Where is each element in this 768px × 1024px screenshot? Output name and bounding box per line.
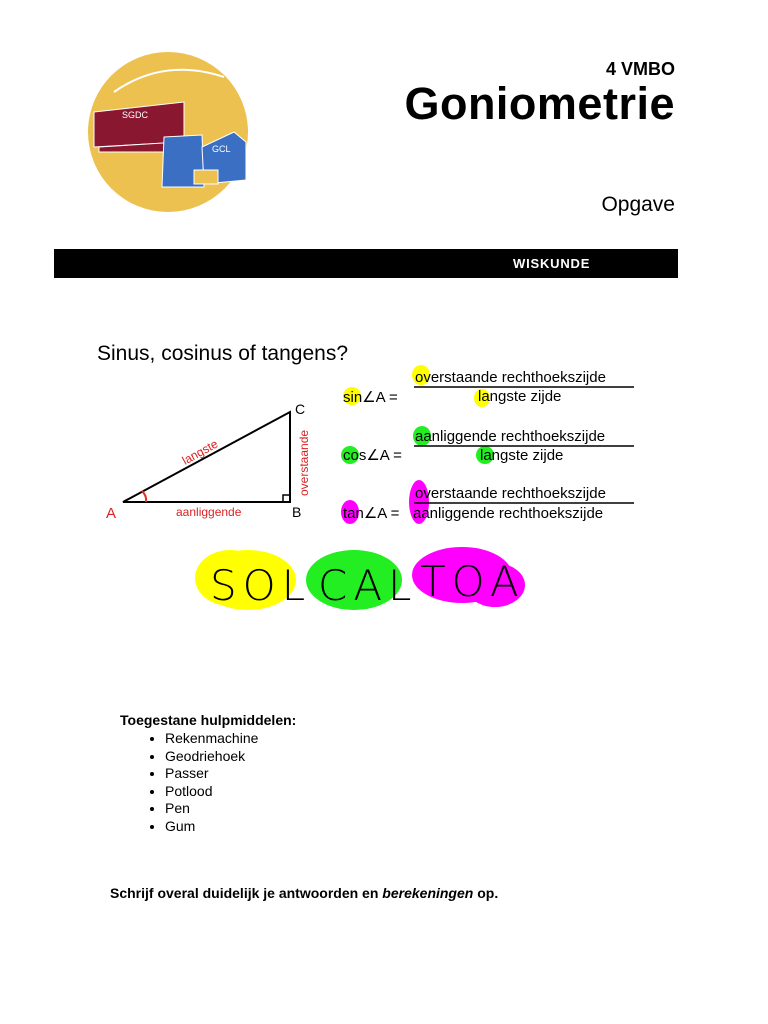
mnemonic-cal: CAL xyxy=(318,561,418,610)
formula-denominator: aanliggende rechthoekszijde xyxy=(413,505,604,522)
formula-lhs: cos∠A = xyxy=(343,447,402,464)
list-item: • Geodriehoek xyxy=(165,748,296,766)
list-item: • Passer xyxy=(165,765,296,783)
aids-list xyxy=(120,730,296,836)
page-title: Goniometrie xyxy=(404,78,675,129)
mnemonic-toa: TOA xyxy=(420,557,525,606)
page-subtitle: Opgave xyxy=(601,193,675,216)
allowed-aids xyxy=(120,712,296,836)
subject-bar xyxy=(54,249,678,278)
vertex-b: B xyxy=(292,504,302,520)
angle-arc xyxy=(142,491,146,502)
list-item: • Rekenmachine xyxy=(165,730,296,748)
vertex-a: A xyxy=(106,505,117,522)
right-triangle xyxy=(123,412,290,502)
mnemonic-sol: SOL xyxy=(210,561,312,610)
vertex-c: C xyxy=(295,401,306,417)
formula-numerator: overstaande rechthoekszijde xyxy=(415,485,606,502)
note-text: Schrijf overal duidelijk je antwoorden en xyxy=(110,885,383,901)
formula-lhs: tan∠A = xyxy=(343,505,400,522)
formula-numerator: overstaande rechthoekszijde xyxy=(415,369,606,386)
list-item: • Pen xyxy=(165,800,296,818)
side-label-langste: langste xyxy=(179,436,221,468)
formula-cos xyxy=(341,426,634,464)
formula-tan xyxy=(341,480,634,524)
formula-numerator: aanliggende rechthoekszijde xyxy=(415,428,606,445)
side-label-aanliggende: aanliggende xyxy=(176,505,242,519)
diagram-title: Sinus, cosinus of tangens? xyxy=(97,342,348,365)
logo-label-sgdc: SGDC xyxy=(122,110,149,120)
aids-heading: Toegestane hulpmiddelen: xyxy=(120,712,297,728)
trig-diagram xyxy=(90,330,650,620)
formula-denominator: langste zijde xyxy=(480,447,564,464)
subject-label: WISKUNDE xyxy=(513,256,591,271)
formula-lhs: sin∠A = xyxy=(343,389,398,406)
note-emphasis: berekeningen xyxy=(382,885,474,901)
mnemonic-solcahtoa xyxy=(195,547,525,610)
logo-label-gcl: GCL xyxy=(212,144,231,154)
note-text-end: op. xyxy=(473,885,499,901)
instruction-note xyxy=(110,885,498,901)
formula-sin xyxy=(343,365,634,407)
formula-denominator: langste zijde xyxy=(478,388,562,405)
list-item: • Gum xyxy=(165,818,296,836)
grade-level: 4 VMBO xyxy=(605,59,675,79)
right-angle-mark xyxy=(283,495,290,502)
side-label-overstaande: overstaande xyxy=(297,429,311,496)
list-item: • Potlood xyxy=(165,783,296,801)
school-logo xyxy=(84,52,254,212)
